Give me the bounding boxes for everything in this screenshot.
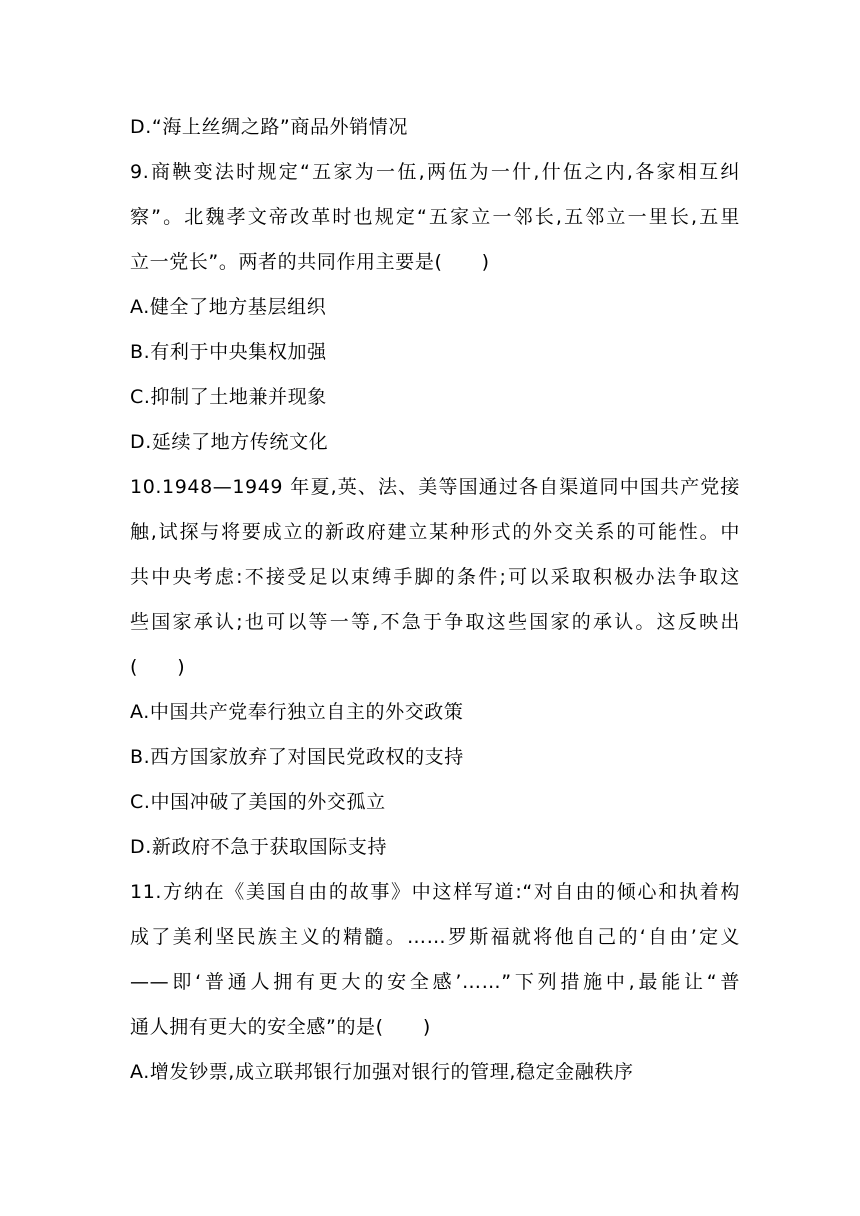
q9-option-d: D.延续了地方传统文化 — [130, 431, 329, 453]
q9-option-b: B.有利于中央集权加强 — [130, 341, 327, 363]
q11-option-a: A.增发钞票,成立联邦银行加强对银行的管理,稳定金融秩序 — [130, 1061, 634, 1083]
q9-option-c: C.抑制了土地兼并现象 — [130, 386, 327, 408]
q10-option-c: C.中国冲破了美国的外交孤立 — [130, 791, 386, 813]
q10-stem-line-2: 触,试探与将要成立的新政府建立某种形式的外交关系的可能性。中 — [130, 521, 740, 543]
q9-stem-line-2: 察”。北魏孝文帝改革时也规定“五家立一邻长,五邻立一里长,五里 — [130, 206, 740, 228]
q10-option-b: B.西方国家放弃了对国民党政权的支持 — [130, 746, 464, 768]
q10-option-d: D.新政府不急于获取国际支持 — [130, 836, 388, 858]
q10-stem-line-4: 些国家承认;也可以等一等,不急于争取这些国家的承认。这反映出 — [130, 611, 740, 633]
q10-stem-line-5: ( ) — [130, 656, 186, 678]
q11-stem-line-3: ——即‘普通人拥有更大的安全感’……”下列措施中,最能让“普 — [130, 971, 740, 993]
q11-stem-line-2: 成了美利坚民族主义的精髓。……罗斯福就将他自己的‘自由’定义 — [130, 926, 740, 948]
q8-option-d: D.“海上丝绸之路”商品外销情况 — [130, 116, 408, 138]
q9-stem-line-1: 9.商鞅变法时规定“五家为一伍,两伍为一什,什伍之内,各家相互纠 — [130, 161, 740, 183]
q11-stem-line-1: 11.方纳在《美国自由的故事》中这样写道:“对自由的倾心和执着构 — [130, 881, 740, 903]
q10-stem-line-3: 共中央考虑:不接受足以束缚手脚的条件;可以采取积极办法争取这 — [130, 566, 740, 588]
q9-stem-line-3: 立一党长”。两者的共同作用主要是( ) — [130, 251, 490, 273]
q9-option-a: A.健全了地方基层组织 — [130, 296, 327, 318]
q10-option-a: A.中国共产党奉行独立自主的外交政策 — [130, 701, 464, 723]
q11-stem-line-4: 通人拥有更大的安全感”的是( ) — [130, 1016, 431, 1038]
q10-stem-line-1: 10.1948—1949 年夏,英、法、美等国通过各自渠道同中国共产党接 — [130, 476, 740, 498]
